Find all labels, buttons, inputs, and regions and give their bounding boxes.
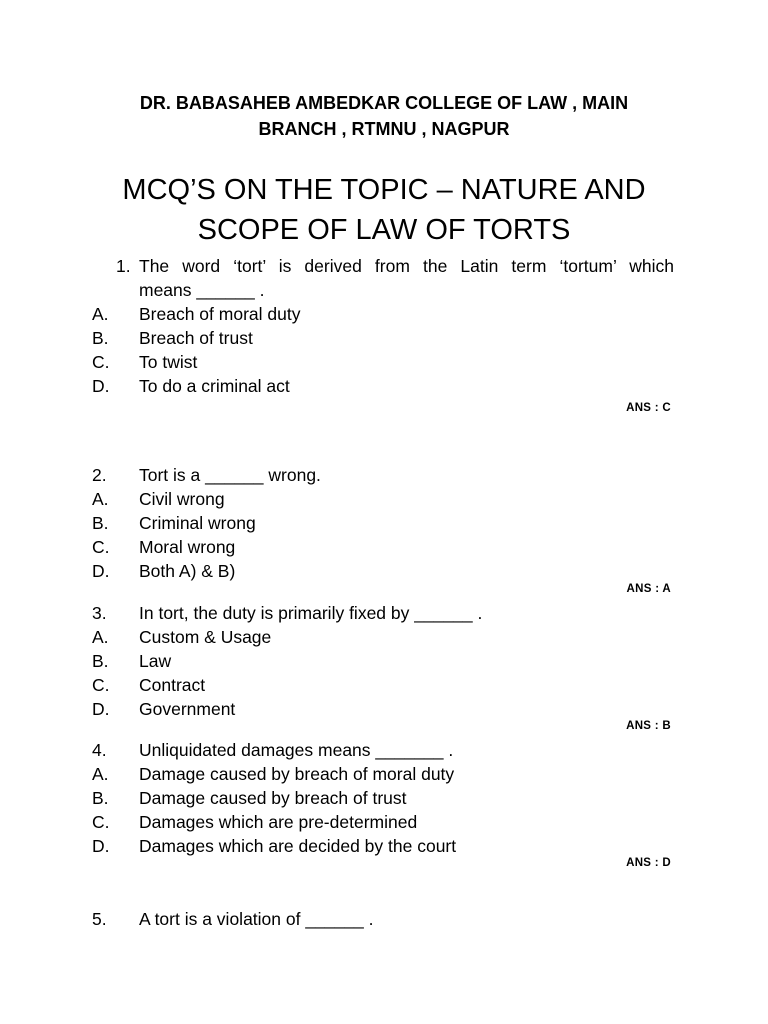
answer-label: ANS : A xyxy=(626,583,671,595)
question-5 xyxy=(92,907,674,931)
option-text: Civil wrong xyxy=(139,489,225,509)
option-c xyxy=(92,535,674,559)
option-label: D. xyxy=(92,376,110,396)
question-number: 5. xyxy=(92,909,107,929)
option-label: A. xyxy=(92,304,109,324)
option-label: B. xyxy=(92,788,109,808)
question-stem: Tort is a ______ wrong. xyxy=(139,465,321,485)
option-c xyxy=(92,810,674,834)
answer-label: ANS : C xyxy=(626,402,671,414)
document-title xyxy=(84,170,684,250)
option-a xyxy=(92,487,674,511)
option-b xyxy=(92,786,674,810)
option-text: Custom & Usage xyxy=(139,627,272,647)
option-text: Damage caused by breach of trust xyxy=(139,788,407,808)
option-label: C. xyxy=(92,352,110,372)
option-b xyxy=(92,326,674,350)
question-4 xyxy=(92,738,674,858)
option-text: Criminal wrong xyxy=(139,513,256,533)
option-label: A. xyxy=(92,489,109,509)
document-title-line1: MCQ’S ON THE TOPIC – NATURE AND xyxy=(122,174,646,206)
option-a xyxy=(92,762,674,786)
option-text: Moral wrong xyxy=(139,537,236,557)
question-stem: In tort, the duty is primarily fixed by ______ . xyxy=(139,603,483,623)
question-1 xyxy=(92,254,674,398)
option-text: Breach of moral duty xyxy=(139,304,301,324)
option-text: Both A) & B) xyxy=(139,561,236,581)
option-label: C. xyxy=(92,812,110,832)
question-number: 4. xyxy=(92,740,107,760)
option-label: C. xyxy=(92,537,110,557)
option-d xyxy=(92,834,674,858)
option-d xyxy=(92,374,674,398)
option-text: To twist xyxy=(139,352,198,372)
question-3 xyxy=(92,601,674,721)
question-number: 1. xyxy=(116,256,131,276)
option-text: To do a criminal act xyxy=(139,376,290,396)
option-d xyxy=(92,559,674,583)
option-d xyxy=(92,697,674,721)
option-label: B. xyxy=(92,328,109,348)
option-label: A. xyxy=(92,627,109,647)
option-text: Damages which are decided by the court xyxy=(139,836,457,856)
question-number: 2. xyxy=(92,465,107,485)
option-a xyxy=(92,302,674,326)
option-c xyxy=(92,350,674,374)
college-name-line2: BRANCH , RTMNU , NAGPUR xyxy=(258,119,510,139)
question-2 xyxy=(92,463,674,583)
document-title-line2: SCOPE OF LAW OF TORTS xyxy=(197,214,571,246)
option-b xyxy=(92,649,674,673)
option-a xyxy=(92,625,674,649)
option-label: B. xyxy=(92,513,109,533)
option-label: D. xyxy=(92,699,110,719)
option-text: Contract xyxy=(139,675,206,695)
option-label: D. xyxy=(92,561,110,581)
question-stem: The word ‘tort’ is derived from the Latin term ‘tortum’ which xyxy=(139,256,674,276)
answer-label: ANS : B xyxy=(626,720,671,732)
option-label: B. xyxy=(92,651,109,671)
option-label: D. xyxy=(92,836,110,856)
answer-label: ANS : D xyxy=(626,857,671,869)
option-text: Damages which are pre-determined xyxy=(139,812,418,832)
option-text: Law xyxy=(139,651,172,671)
option-text: Damage caused by breach of moral duty xyxy=(139,764,455,784)
option-b xyxy=(92,511,674,535)
option-label: A. xyxy=(92,764,109,784)
option-text: Government xyxy=(139,699,236,719)
question-number: 3. xyxy=(92,603,107,623)
question-stem: A tort is a violation of ______ . xyxy=(139,909,374,929)
question-stem-continued: means ______ . xyxy=(139,280,265,300)
option-text: Breach of trust xyxy=(139,328,253,348)
option-c xyxy=(92,673,674,697)
option-label: C. xyxy=(92,675,110,695)
college-name xyxy=(100,90,668,142)
question-stem: Unliquidated damages means _______ . xyxy=(139,740,454,760)
college-name-line1: DR. BABASAHEB AMBEDKAR COLLEGE OF LAW , MAIN xyxy=(139,93,629,113)
